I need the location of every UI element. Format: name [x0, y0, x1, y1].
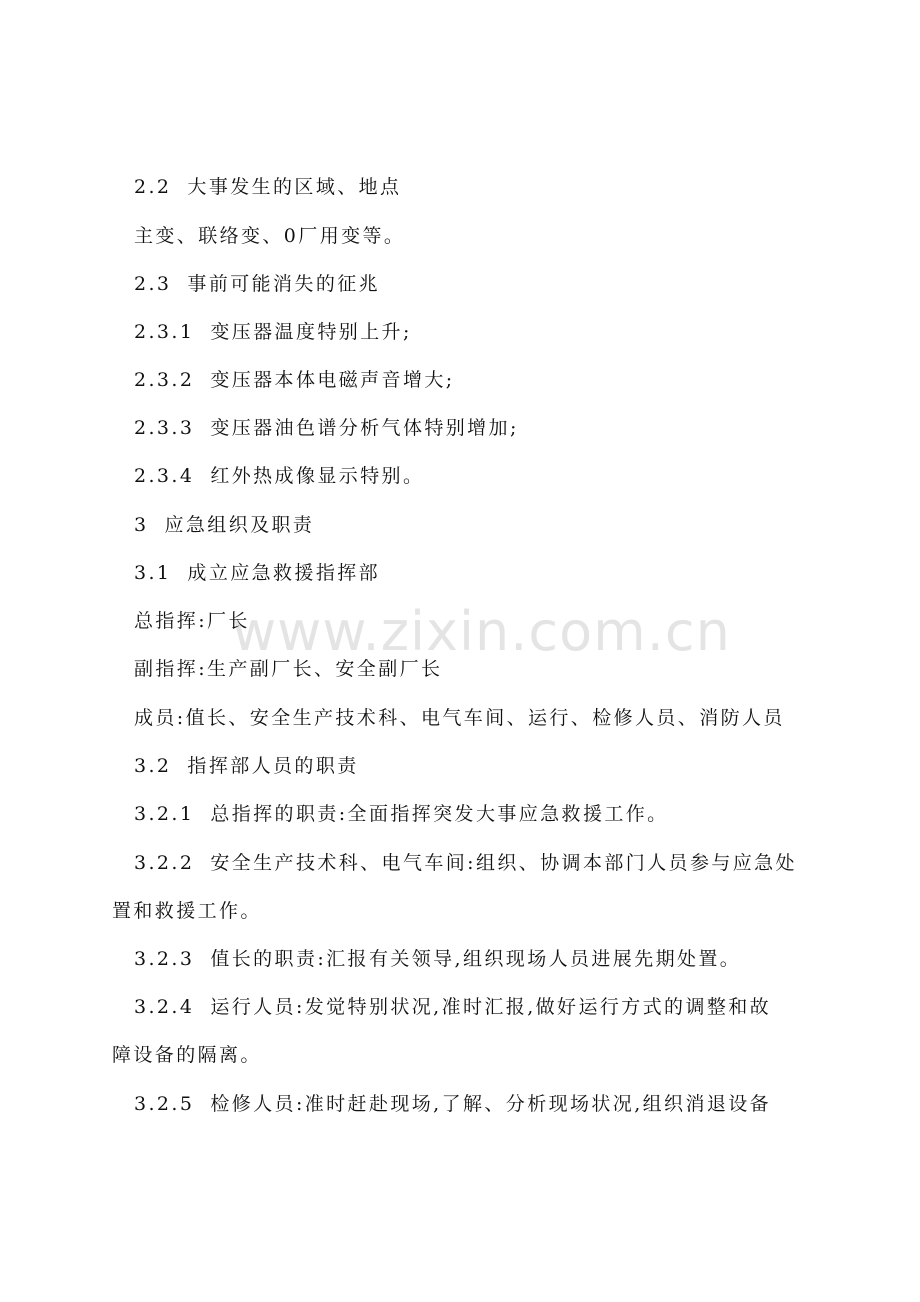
section-title: 成立应急救援指挥部	[187, 562, 381, 584]
section-number: 2.3	[134, 273, 172, 295]
section-heading-3-2	[134, 754, 834, 778]
item-number: 3.2.3	[134, 948, 195, 970]
list-item-3-2-2	[134, 851, 834, 875]
paragraph-text: 副指挥:生产副厂长、安全副厂长	[134, 658, 443, 680]
paragraph-line	[134, 706, 834, 730]
paragraph-line	[134, 224, 834, 248]
list-item-3-2-5	[134, 1092, 834, 1116]
section-heading-2-3	[134, 272, 834, 296]
item-number: 3.2.4	[134, 996, 195, 1018]
list-item-2-3-3	[134, 416, 834, 440]
list-item-2-3-1	[134, 320, 834, 344]
section-heading-2-2	[134, 175, 834, 199]
item-text: 变压器油色谱分析气体特别增加;	[210, 417, 519, 439]
item-number: 2.3.3	[134, 417, 195, 439]
section-number: 3.1	[134, 562, 172, 584]
list-item-3-2-4	[134, 995, 834, 1019]
item-number: 3.2.5	[134, 1093, 195, 1115]
item-text: 红外热成像显示特别。	[210, 465, 425, 487]
item-number: 3.2.1	[134, 803, 195, 825]
item-number: 3.2.2	[134, 852, 195, 874]
paragraph-continuation	[112, 899, 812, 923]
section-title: 事前可能消失的征兆	[187, 273, 381, 295]
paragraph-text: 总指挥:厂长	[134, 610, 250, 632]
list-item-2-3-4	[134, 464, 834, 488]
section-number: 3.2	[134, 755, 172, 777]
section-title: 大事发生的区域、地点	[187, 176, 402, 198]
item-text: 值长的职责:汇报有关领导,组织现场人员进展先期处置。	[210, 948, 742, 970]
item-number: 2.3.1	[134, 321, 195, 343]
item-text: 变压器本体电磁声音增大;	[210, 369, 455, 391]
paragraph-text: 成员:值长、安全生产技术科、电气车间、运行、检修人员、消防人员	[134, 707, 785, 729]
section-number: 2.2	[134, 176, 172, 198]
paragraph-text: 置和救援工作。	[112, 900, 262, 922]
section-title: 应急组织及职责	[164, 514, 315, 536]
item-text: 运行人员:发觉特别状况,准时汇报,做好运行方式的调整和故	[210, 996, 772, 1018]
item-text: 检修人员:准时赶赴现场,了解、分析现场状况,组织消退设备	[210, 1093, 772, 1115]
item-text: 总指挥的职责:全面指挥突发大事应急救援工作。	[210, 803, 669, 825]
paragraph-line	[134, 609, 834, 633]
section-number: 3	[134, 514, 149, 536]
watermark: www.zixin.com.cn	[232, 600, 731, 663]
section-title: 指挥部人员的职责	[187, 755, 359, 777]
list-item-2-3-2	[134, 368, 834, 392]
paragraph-line	[134, 657, 834, 681]
section-heading-3-1	[134, 561, 834, 585]
list-item-3-2-3	[134, 947, 834, 971]
item-text: 变压器温度特别上升;	[210, 321, 412, 343]
section-heading-3	[134, 513, 834, 537]
item-number: 2.3.4	[134, 465, 195, 487]
paragraph-continuation	[112, 1043, 812, 1067]
item-text: 安全生产技术科、电气车间:组织、协调本部门人员参与应急处	[210, 852, 797, 874]
paragraph-text: 主变、联络变、0厂用变等。	[134, 225, 406, 247]
list-item-3-2-1	[134, 802, 834, 826]
item-number: 2.3.2	[134, 369, 195, 391]
paragraph-text: 障设备的隔离。	[112, 1044, 262, 1066]
